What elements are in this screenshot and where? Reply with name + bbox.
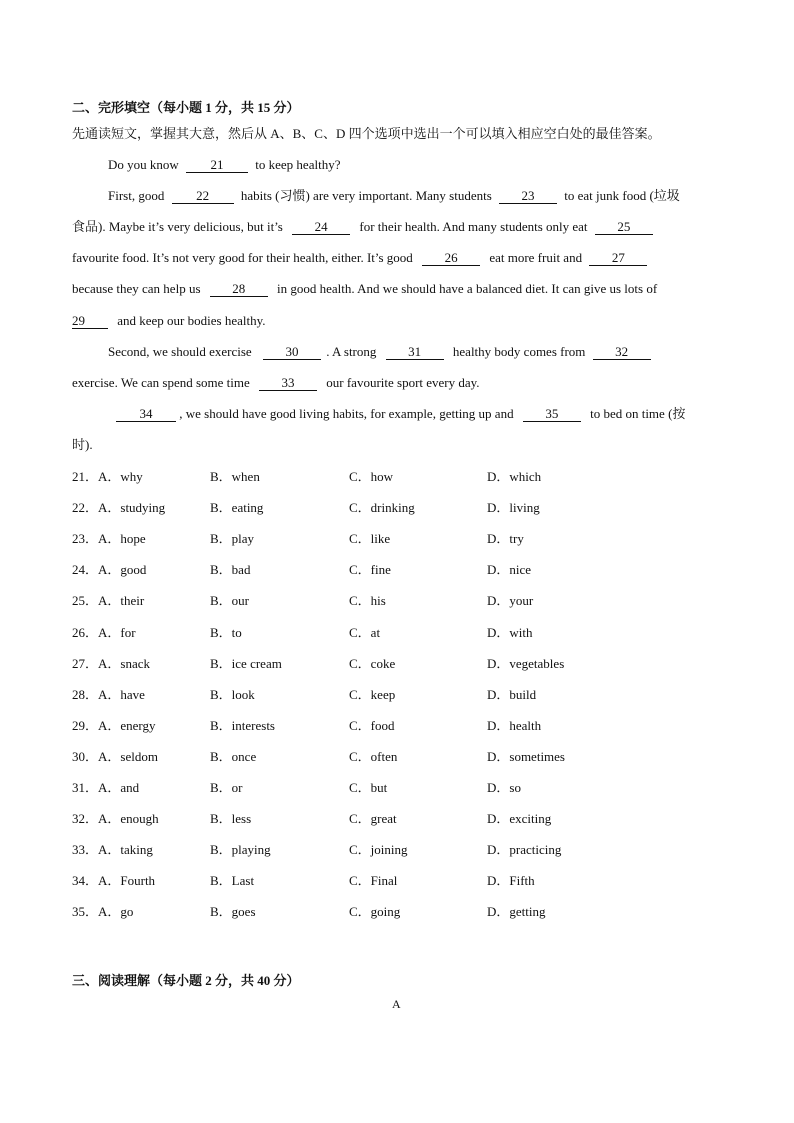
question-number: 29． [72, 718, 99, 733]
blank-25: 25 [595, 220, 653, 235]
passage-line-5 [72, 281, 657, 297]
option-a: A．and [98, 780, 140, 795]
passage-line-10: 时). [72, 437, 93, 452]
passage-text: favourite food. It’s not very good for their health, either. It’s good [72, 250, 413, 265]
option-b: B．when [210, 469, 260, 484]
passage-text: because they can help us [72, 281, 201, 296]
option-a: A．energy [98, 718, 156, 733]
passage-text: , we should have good living habits, for example, getting up and [179, 406, 514, 421]
option-c: C．like [349, 531, 391, 546]
option-d: D．which [487, 469, 542, 484]
passage-text: eat more fruit and [489, 250, 583, 265]
option-b: B．our [210, 593, 250, 608]
question-number: 23． [72, 531, 99, 546]
question-number: 31． [72, 780, 99, 795]
blank-33: 33 [259, 376, 317, 391]
blank-22: 22 [172, 189, 234, 204]
question-number: 32． [72, 811, 99, 826]
option-a: A．Fourth [98, 873, 156, 888]
passage-line-9 [116, 406, 685, 422]
option-b: B．eating [210, 500, 264, 515]
passage-line-2 [108, 188, 680, 204]
option-c: C．great [349, 811, 397, 826]
passage-line-1 [108, 157, 340, 173]
option-a: A．their [98, 593, 145, 608]
option-a: A．taking [98, 842, 153, 857]
option-c: C．drinking [349, 500, 415, 515]
blank-24: 24 [292, 220, 350, 235]
blank-28: 28 [210, 282, 268, 297]
option-a: A．enough [98, 811, 159, 826]
option-a: A．hope [98, 531, 146, 546]
question-number: 21． [72, 469, 99, 484]
option-c: C．at [349, 625, 381, 640]
question-number: 35． [72, 904, 99, 919]
blank-35: 35 [523, 407, 581, 422]
option-a: A．good [98, 562, 147, 577]
blank-26: 26 [422, 251, 480, 266]
passage-text: to keep healthy? [255, 157, 341, 172]
passage-text: 食品). Maybe it’s very delicious, but it’s [72, 219, 283, 234]
option-b: B．or [210, 780, 243, 795]
option-b: B．Last [210, 873, 255, 888]
blank-21: 21 [186, 158, 248, 173]
option-a: A．snack [98, 656, 150, 671]
section-3-subtitle: A [392, 997, 401, 1011]
question-number: 22． [72, 500, 99, 515]
option-a: A．studying [98, 500, 166, 515]
option-d: D．sometimes [487, 749, 565, 764]
passage-line-6 [72, 313, 266, 329]
option-c: C．Final [349, 873, 398, 888]
option-a: A．why [98, 469, 143, 484]
question-number: 27． [72, 656, 99, 671]
section-3-title: 三、阅读理解（每小题 2 分，共 40 分） [72, 973, 300, 988]
blank-32: 32 [593, 345, 651, 360]
option-d: D．build [487, 687, 537, 702]
passage-text: and keep our bodies healthy. [117, 313, 266, 328]
option-d: D．exciting [487, 811, 552, 826]
option-c: C．going [349, 904, 401, 919]
option-c: C．often [349, 749, 398, 764]
section-2-instruction: 先通读短文，掌握其大意，然后从 A、B、C、D 四个选项中选出一个可以填入相应空白处的最佳答案。 [72, 126, 661, 141]
option-b: B．bad [210, 562, 251, 577]
option-d: D．Fifth [487, 873, 535, 888]
option-d: D．vegetables [487, 656, 565, 671]
option-d: D．practicing [487, 842, 562, 857]
passage-text: First, good [108, 188, 165, 203]
option-c: C．coke [349, 656, 396, 671]
option-c: C．but [349, 780, 388, 795]
option-c: C．joining [349, 842, 408, 857]
passage-text: . A strong [326, 344, 377, 359]
question-number: 26． [72, 625, 99, 640]
option-b: B．to [210, 625, 242, 640]
blank-23: 23 [499, 189, 557, 204]
passage-text: habits (习惯) are very important. Many students [240, 188, 492, 203]
option-b: B．less [210, 811, 252, 826]
option-d: D．getting [487, 904, 546, 919]
blank-34: 34 [116, 407, 176, 422]
passage-text: our favourite sport every day. [326, 375, 480, 390]
option-d: D．health [487, 718, 542, 733]
option-d: D．so [487, 780, 521, 795]
option-a: A．have [98, 687, 145, 702]
question-number: 25． [72, 593, 99, 608]
option-d: D．living [487, 500, 540, 515]
passage-line-4 [72, 250, 651, 266]
question-number: 33． [72, 842, 99, 857]
blank-27: 27 [589, 251, 647, 266]
question-number: 30． [72, 749, 99, 764]
option-b: B．playing [210, 842, 271, 857]
passage-text: exercise. We can spend some time [72, 375, 250, 390]
option-a: A．for [98, 625, 136, 640]
option-c: C．how [349, 469, 394, 484]
section-2-title: 二、完形填空（每小题 1 分，共 15 分） [72, 100, 300, 115]
option-d: D．with [487, 625, 533, 640]
passage-line-8 [72, 375, 480, 391]
option-d: D．your [487, 593, 534, 608]
blank-30: 30 [263, 345, 321, 360]
question-number: 24． [72, 562, 99, 577]
passage-text: Second, we should exercise [108, 344, 252, 359]
option-d: D．nice [487, 562, 532, 577]
passage-text: Do you know [108, 157, 179, 172]
option-a: A．seldom [98, 749, 158, 764]
option-b: B．interests [210, 718, 275, 733]
option-b: B．ice cream [210, 656, 282, 671]
question-number: 28． [72, 687, 99, 702]
option-b: B．look [210, 687, 255, 702]
option-c: C．fine [349, 562, 391, 577]
option-b: B．goes [210, 904, 256, 919]
option-b: B．once [210, 749, 257, 764]
option-c: C．his [349, 593, 386, 608]
question-number: 34． [72, 873, 99, 888]
option-a: A．go [98, 904, 134, 919]
passage-text: healthy body comes from [452, 344, 586, 359]
blank-29: 29 [72, 314, 108, 329]
option-c: C．keep [349, 687, 396, 702]
passage-text: in good health. And we should have a balanced diet. It can give us lots of [277, 281, 658, 296]
passage-line-3 [72, 219, 657, 235]
passage-text: to bed on time (按 [590, 406, 686, 421]
passage-text: to eat junk food (垃圾 [564, 188, 680, 203]
option-d: D．try [487, 531, 524, 546]
passage-line-7 [108, 344, 655, 360]
option-b: B．play [210, 531, 255, 546]
option-c: C．food [349, 718, 395, 733]
passage-text: for their health. And many students only eat [359, 219, 588, 234]
blank-31: 31 [386, 345, 444, 360]
